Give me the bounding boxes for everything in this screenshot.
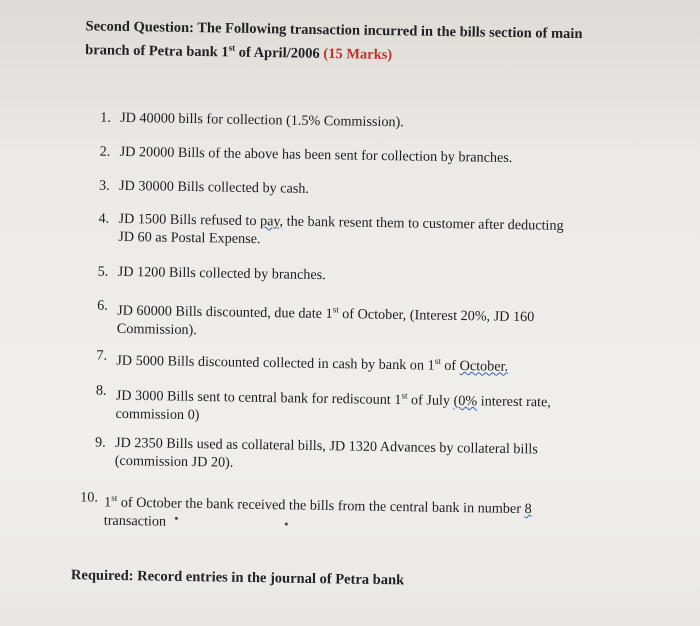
list-item: 10. 1st of October the bank received the bills from the central bank in number 8 transaction xyxy=(80,489,532,530)
misspelled-word: pay, xyxy=(259,213,284,230)
stray-dot xyxy=(285,523,288,526)
misspelled-word: October. xyxy=(459,358,509,375)
required-instruction: Required: Record entries in the journal of Petra bank xyxy=(70,567,405,589)
heading-line-2: branch of Petra bank 1st of April/2006 (15 Marks) xyxy=(85,42,393,63)
stray-dot xyxy=(175,517,178,520)
list-item: 2. JD 20000 Bills of the above has been sent for collection by branches. xyxy=(99,143,513,167)
list-item: 4. JD 1500 Bills refused to pay, the bank resent them to customer after deducting JD 60 as Postal Expense. xyxy=(98,210,564,248)
list-item: 5. JD 1200 Bills collected by branches. xyxy=(97,263,326,284)
list-item: 9. JD 2350 Bills used as collateral bills, JD 1320 Advances by collateral bills (commission JD 20). xyxy=(94,434,538,471)
list-item: 3. JD 30000 Bills collected by cash. xyxy=(98,177,310,197)
list-item: 7. JD 5000 Bills discounted collected in cash by bank on 1st of October. xyxy=(96,347,509,375)
misspelled-word: (0% xyxy=(453,392,478,410)
list-item: 8. JD 3000 Bills sent to central bank for rediscount 1st of July (0% interest rate, commission 0) xyxy=(95,382,551,423)
list-item: 6. JD 60000 Bills discounted, due date 1st of October, (Interest 20%, JD 160 Commission). xyxy=(97,297,535,338)
heading-line-1: Second Question: The Following transaction incurred in the bills section of main xyxy=(85,18,583,43)
misspelled-word: 8 xyxy=(524,501,532,518)
list-item: 1. JD 40000 bills for collection (1.5% Commission). xyxy=(100,109,404,131)
question-heading xyxy=(85,17,646,69)
marks-label: (15 Marks) xyxy=(323,45,393,63)
